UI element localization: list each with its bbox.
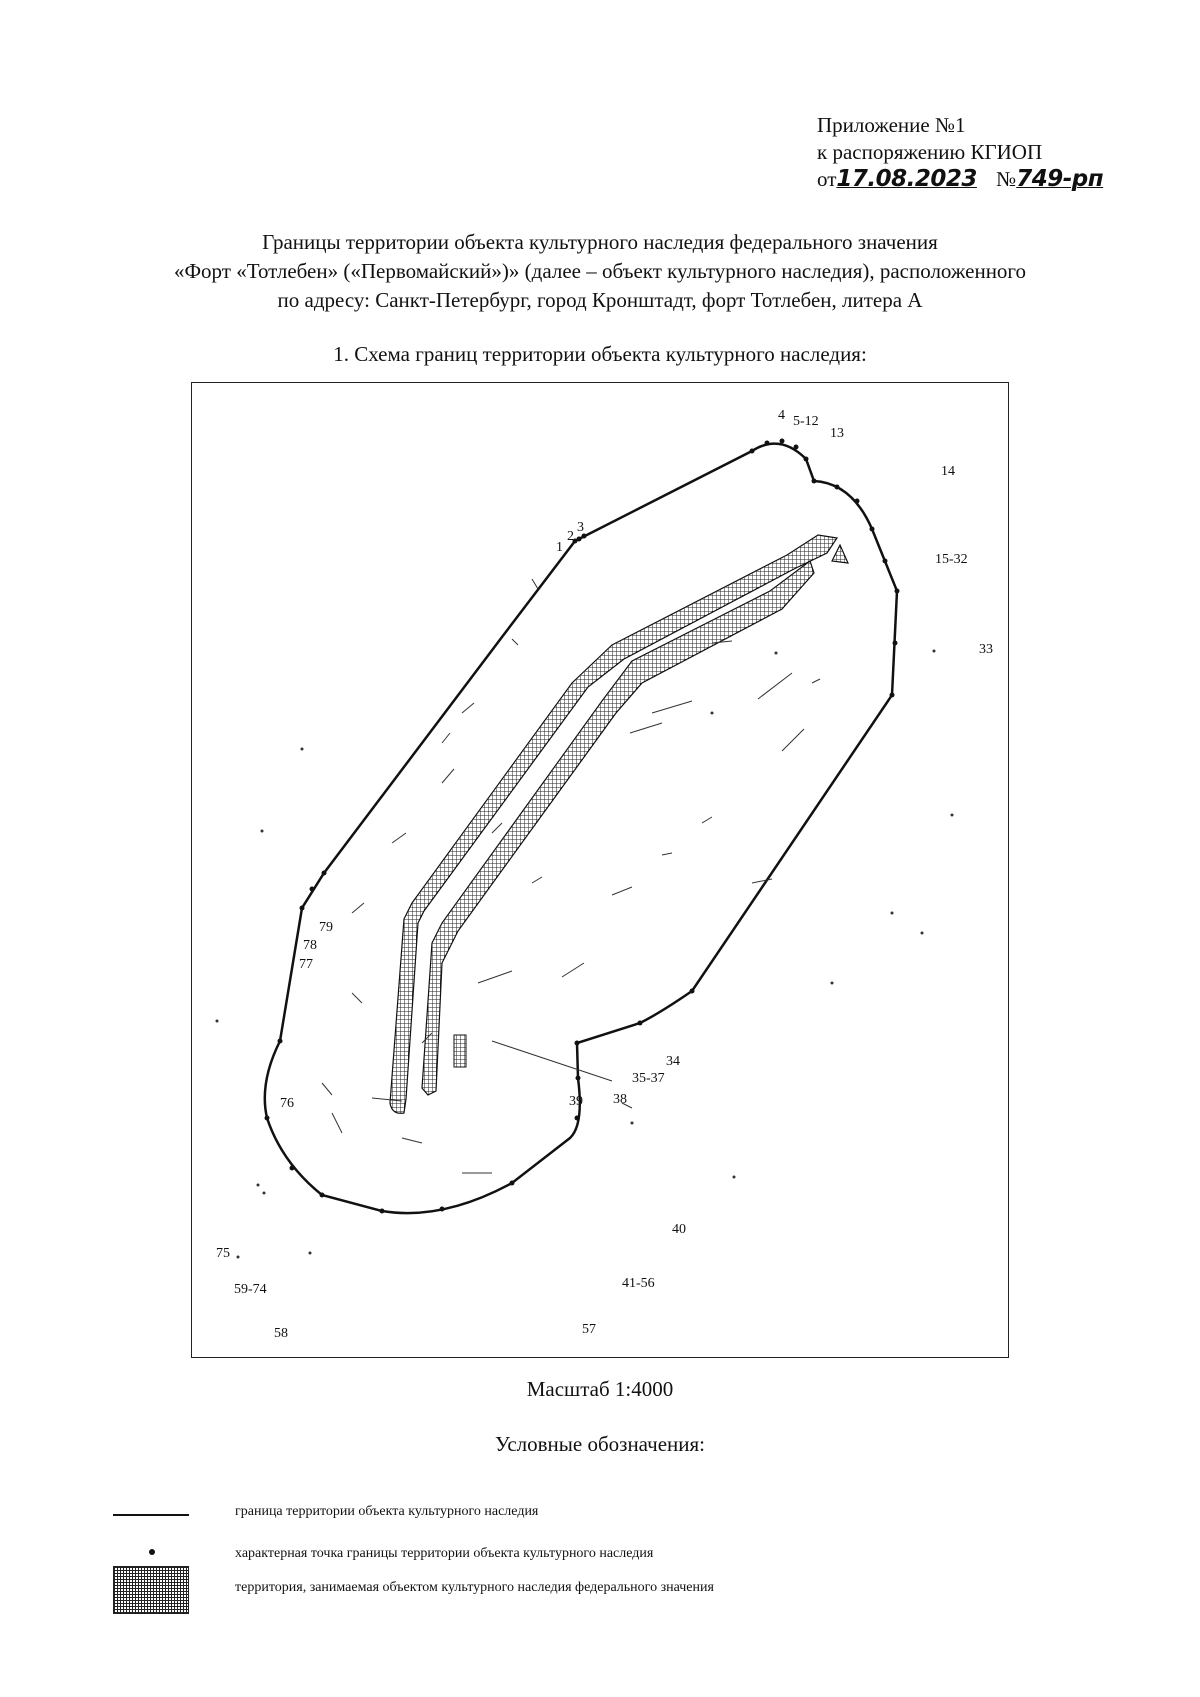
point-label-1: 1 xyxy=(556,540,563,555)
boundary-point xyxy=(575,1041,580,1046)
title-line-2: «Форт «Тотлебен» («Первомайский»)» (далее – объект культурного наследия), расположенного xyxy=(173,259,1027,283)
map-scale: Масштаб 1:4000 xyxy=(526,1377,674,1401)
point-label-5-12: 5-12 xyxy=(793,414,819,429)
point-label-79: 79 xyxy=(319,920,333,935)
boundary-point xyxy=(750,449,755,454)
boundary-point xyxy=(835,485,840,490)
appendix-date-line xyxy=(817,166,1102,193)
boundary-point xyxy=(440,1207,445,1212)
map-canvas xyxy=(192,383,1010,1359)
boundary-point xyxy=(638,1021,643,1026)
point-labels xyxy=(216,408,993,1341)
boundary-point xyxy=(290,1166,295,1171)
boundary-line-symbol xyxy=(113,1514,189,1516)
point-label-33: 33 xyxy=(979,642,993,657)
document-title xyxy=(80,228,1120,315)
legend-label: территория, занимаемая объектом культурного наследия федерального значения xyxy=(235,1580,714,1595)
boundary-point xyxy=(893,641,898,646)
order-date: 17.08.2023 xyxy=(836,166,977,192)
point-label-75: 75 xyxy=(216,1246,230,1261)
date-prefix: от xyxy=(817,167,837,191)
order-number: 749-рп xyxy=(1016,166,1104,192)
boundary-point xyxy=(265,1116,270,1121)
boundary-point xyxy=(780,439,785,444)
boundary-point xyxy=(320,1193,325,1198)
legend-label: характерная точка границы территории объекта культурного наследия xyxy=(235,1546,654,1561)
legend-label: граница территории объекта культурного наследия xyxy=(235,1504,539,1519)
point-label-4: 4 xyxy=(778,408,785,423)
boundary-point xyxy=(794,445,799,450)
point-label-78: 78 xyxy=(303,938,317,953)
boundary-point xyxy=(895,589,900,594)
boundary-point xyxy=(883,559,888,564)
boundary-point xyxy=(322,871,327,876)
appendix-number: Приложение №1 xyxy=(817,113,966,137)
fort-small-building xyxy=(454,1035,466,1067)
legend-title: Условные обозначения: xyxy=(494,1432,706,1456)
boundary-point xyxy=(765,441,770,446)
point-label-14: 14 xyxy=(941,464,955,479)
point-label-77: 77 xyxy=(299,957,313,972)
heritage-territory xyxy=(390,535,848,1113)
boundary-point xyxy=(890,693,895,698)
boundary-point xyxy=(870,527,875,532)
territory-hatch-symbol xyxy=(113,1566,189,1614)
point-label-39: 39 xyxy=(569,1094,583,1109)
point-label-76: 76 xyxy=(280,1096,294,1111)
point-label-40: 40 xyxy=(672,1222,686,1237)
point-label-15-32: 15-32 xyxy=(935,552,968,567)
boundary-point xyxy=(690,989,695,994)
boundary-point xyxy=(855,499,860,504)
boundary-point xyxy=(804,457,809,462)
point-label-34: 34 xyxy=(666,1054,680,1069)
boundary-map xyxy=(191,382,1009,1358)
section-title: 1. Схема границ территории объекта культурного наследия: xyxy=(333,342,867,366)
point-label-58: 58 xyxy=(274,1326,288,1341)
point-label-57: 57 xyxy=(582,1322,596,1337)
point-label-13: 13 xyxy=(830,426,844,441)
point-label-41-56: 41-56 xyxy=(622,1276,655,1291)
point-label-3: 3 xyxy=(577,520,584,535)
point-label-35-37: 35-37 xyxy=(632,1071,665,1086)
boundary-point xyxy=(300,906,305,911)
boundary-point xyxy=(575,1116,580,1121)
boundary-point xyxy=(577,537,582,542)
boundary-point xyxy=(812,479,817,484)
fort-outer-rampart xyxy=(390,535,837,1113)
boundary-point xyxy=(278,1039,283,1044)
boundary-point xyxy=(310,887,315,892)
point-label-2: 2 xyxy=(567,529,574,544)
point-label-38: 38 xyxy=(613,1092,627,1107)
point-label-59-74: 59-74 xyxy=(234,1282,267,1297)
boundary-point xyxy=(576,1076,581,1081)
boundary-point-symbol xyxy=(113,1546,189,1560)
boundary-point xyxy=(380,1209,385,1214)
appendix-order: к распоряжению КГИОП xyxy=(817,140,1043,164)
title-line-1: Границы территории объекта культурного наследия федерального значения xyxy=(262,230,938,254)
fort-tip-triangle xyxy=(832,545,848,563)
appendix-header xyxy=(817,112,1102,193)
boundary-point xyxy=(510,1181,515,1186)
title-line-3: по адресу: Санкт-Петербург, город Кронштадт, форт Тотлебен, литера А xyxy=(277,288,923,312)
number-prefix: № xyxy=(996,167,1017,191)
